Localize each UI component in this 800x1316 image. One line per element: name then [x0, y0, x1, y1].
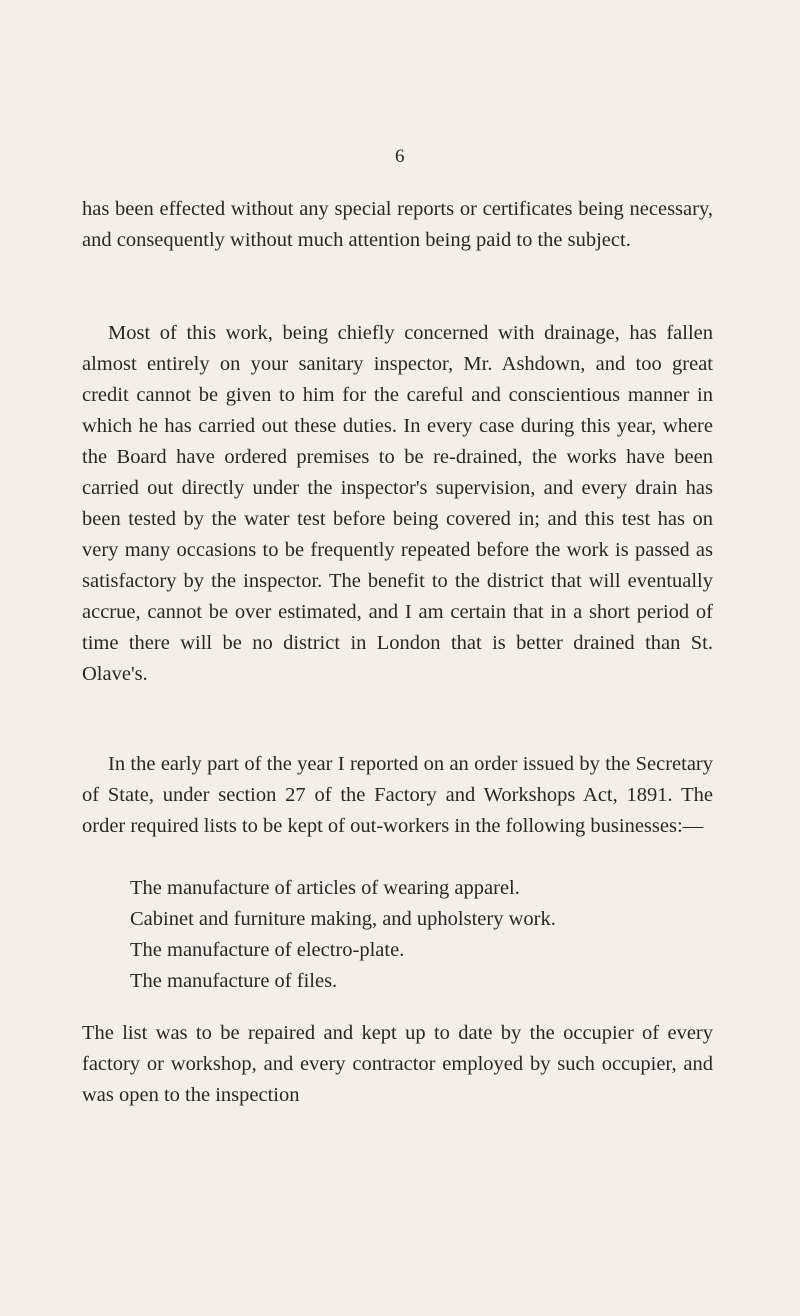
list-item: The manufacture of articles of wearing apparel. [130, 877, 520, 899]
list-item: Cabinet and furniture making, and upholstery work. [130, 908, 556, 930]
page-number: 6 [395, 146, 405, 167]
list-item: The manufacture of electro-plate. [130, 939, 405, 961]
list-item: The manufacture of files. [130, 970, 338, 992]
paragraph-text: Most of this work, being chiefly concerned with drainage, has fallen almost entirely on your sanitary inspector, Mr. Ashdown, and too great credit cannot be given to him for the careful and conscientious manner in which he has carried out these duties. In every case during this year, where the Board have ordered premises to be re-drained, the works have been carried out directly under the inspector's supervision, and every drain has been tested by the water test before being covered in; and this test has on very many occasions to be frequently repeated before the work is passed as satisfactory by the inspector. The benefit to the district that will eventually accrue, cannot be over estimated, and I am certain that in a short period of time there will be no district in London that is better drained than St. Olave's. [82, 322, 713, 685]
paragraph-text: has been effected without any special reports or certificates being necessary, and consequently without much attention being paid to the subject. [82, 198, 713, 251]
business-list [130, 873, 730, 997]
paragraph-text: In the early part of the year I reported on an order issued by the Secretary of State, under section 27 of the Factory and Workshops Act, 1891. The order required lists to be kept of out-workers in the following businesses:— [82, 753, 713, 837]
paragraph-list-requirement [82, 1018, 713, 1111]
paragraph-drainage [82, 318, 713, 690]
paragraph-continuation [82, 194, 713, 256]
paragraph-text: The list was to be repaired and kept up to date by the occupier of every factory or workshop, and every contractor employed by such occupier, and was open to the inspection [82, 1022, 713, 1106]
paragraph-order [82, 749, 713, 842]
